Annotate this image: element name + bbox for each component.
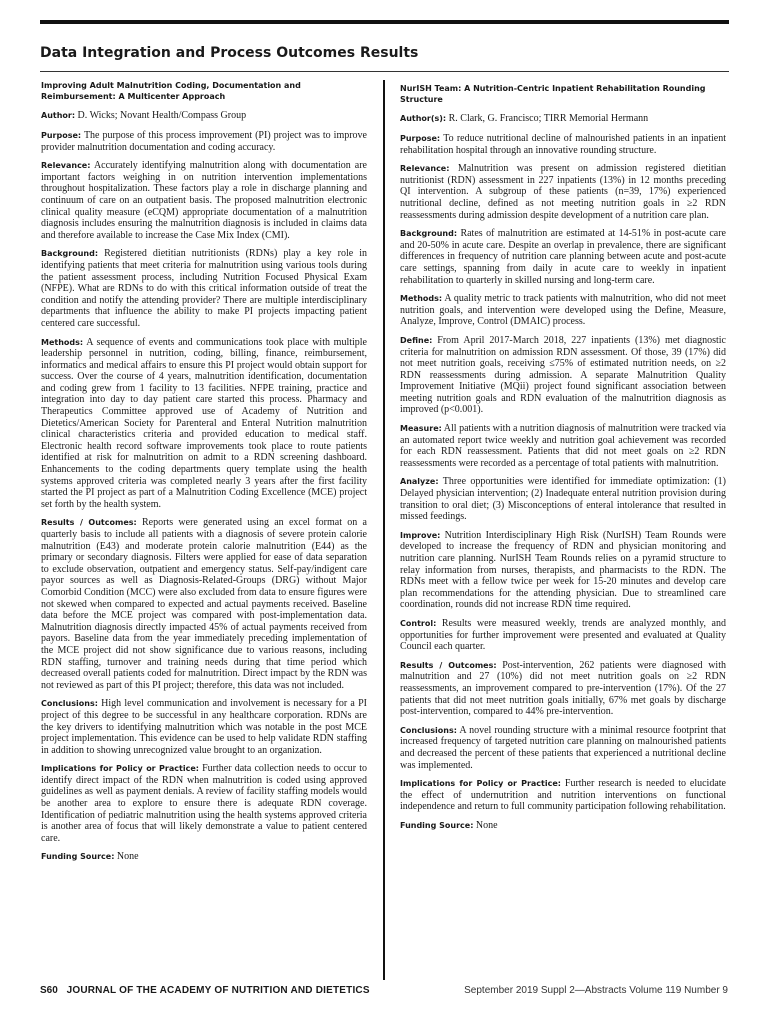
section-label: Results / Outcomes: xyxy=(400,660,497,670)
journal-name: JOURNAL OF THE ACADEMY OF NUTRITION AND DIETETICS xyxy=(66,985,370,996)
section-label: Relevance: xyxy=(400,164,450,174)
section-label: Background: xyxy=(400,229,458,239)
column-divider xyxy=(383,80,385,980)
section-methods xyxy=(41,337,367,511)
section-methods xyxy=(400,293,726,328)
section-funding xyxy=(400,820,726,832)
section-text: From April 2017-March 2018, 227 inpatients (13%) met diagnostic criteria for malnutrition on admission RDN assessment. Of those, 39 (17%) did not meet nutrition goals, receiving ≤75% of estimated nutrition needs, on ≥2 RDN reassessments during admission. A separate Malnutrition Quality Improvement Initiative (MQii) project found significant association between meeting nutrition goals and RDN evaluation of the malnutrition diagnosis as improved (p<0.001). xyxy=(400,334,726,416)
section-text: Further research is needed to elucidate the effect of undernutrition and nutrition interventions on functional independence and return to full community participation following rehabilitation. xyxy=(400,778,726,813)
section-label: Results / Outcomes: xyxy=(41,518,137,528)
section-title: Data Integration and Process Outcomes Results xyxy=(40,45,419,61)
footer-issue: September 2019 Suppl 2—Abstracts Volume 119 Number 9 xyxy=(464,985,728,996)
section-label: Methods: xyxy=(400,294,443,304)
abstract-title: NurISH Team: A Nutrition-Centric Inpatient Rehabilitation Rounding Structure xyxy=(400,84,706,104)
section-text: A sequence of events and communications took place with multiple leadership personnel in nutrition, coding, billing, finance, reimbursement, informatics and medical affairs to ensure this PI project would obtain support for success. Over the course of 4 years, malnutrition identification, documentation and coding grew from 1 facility to 13 facilities. NFPE training, practice and integration into day to day patient care started this process. Pharmacy and Therapeutics Committee approved use of Academy of Nutrition and Dietetics/American Society for Parenteral and Enteral Nutrition malnutrition clinical characteristics criteria and provided education to medical staff. Electronic health record software improvements took place to route patients identified at risk for malnutrition on admit to a RDN screening dashboard. Enhancements to the coding departments query template using the health systems approved criteria was completed nearly 3 years after the first facility started the PI project as part of a Malnutrition Coding Excellence (MCE) project set forth by the health system. xyxy=(41,336,367,510)
abstract-authors xyxy=(400,113,726,125)
abstract-title: Improving Adult Malnutrition Coding, Documentation and Reimbursement: A Multicenter Approach xyxy=(41,81,301,101)
section-label: Conclusions: xyxy=(41,699,98,709)
section-results xyxy=(400,660,726,718)
author-names: D. Wicks; Novant Health/Compass Group xyxy=(77,110,247,121)
section-text: Accurately identifying malnutrition along with documentation are important factors weighing in on nutrition intervention implementations throughout hospitalization. These factors play a role in discharge planning and continuum of care on an outpatient basis. The proposed malnutrition electronic clinical quality measure (eCQM) appropriate documentation of a malnutrition diagnosis includes ensuring the malnutrition diagnosis is included in claims data and therefore available to increase the Case Mix Index (CMI). xyxy=(41,160,367,241)
section-control xyxy=(400,618,726,653)
section-relevance xyxy=(400,163,726,221)
section-label: Implications for Policy or Practice: xyxy=(41,764,199,774)
section-text: None xyxy=(475,819,498,831)
footer-journal xyxy=(40,985,370,996)
section-define xyxy=(400,335,726,416)
section-text: Rates of malnutrition are estimated at 14-51% in post-acute care and 20-50% in acute care. Despite an overlap in prevalence, there are significant differences in frequency of nutrition care planning between acute and post-acute care settings, spanning from daily in acute care to weekly in inpatient rehabilitation to quarterly in skilled nursing and long-term care. xyxy=(400,228,726,286)
section-label: Define: xyxy=(400,335,433,345)
top-rule xyxy=(40,20,729,24)
section-text: Registered dietitian nutritionists (RDNs) play a key role in identifying patients that meet criteria for malnutrition using various tools during the patient assessment process, including Nutrition Focused Physical Exam (NFPE). What are RDNs to do with this critical information outside of treat the condition and notify the attending provider? There are multiple interdisciplinary departments that influence the ability to make PI projects impacting patient centered care successful. xyxy=(41,248,367,329)
section-label: Methods: xyxy=(41,337,84,347)
page-number: S60 xyxy=(40,985,58,996)
section-measure xyxy=(400,423,726,469)
section-label: Purpose: xyxy=(400,134,441,143)
abstract-authors xyxy=(41,110,367,122)
section-results xyxy=(41,517,367,691)
section-text: A novel rounding structure with a minimal resource footprint that increased frequency of targeted nutrition care planning on malnourished patients and decreased the percent of these patients that experienced a nutritional decline was implemented. xyxy=(400,724,727,771)
abstract-left xyxy=(41,80,367,870)
section-background xyxy=(41,248,367,329)
section-relevance xyxy=(41,160,367,241)
section-funding xyxy=(41,851,367,863)
section-text: High level communication and involvement is necessary for a PI project of this degree to be successful in any healthcare corporation. RDNs are the key drivers to identifying malnutrition which was notable in the post MCE project implementation. This evidence can be used to help validate RDN staffing in addition to showing unrecognized value brought to an organization. xyxy=(41,698,367,756)
section-improve xyxy=(400,530,726,611)
section-background xyxy=(400,228,726,286)
section-conclusions xyxy=(400,725,726,771)
section-label: Funding Source: xyxy=(400,820,474,830)
section-conclusions xyxy=(41,698,367,756)
abstract-right xyxy=(400,83,726,838)
section-implications xyxy=(400,778,726,813)
section-label: Control: xyxy=(400,618,437,628)
section-text: Further data collection needs to occur to identify direct impact of the RDN when malnutrition is coded using approved guidelines as well as payment denials. A review of facility staffing models would be another area to explore to ensure there is adequate RDN coverage. Identification of pediatric malnutrition using the health systems approved criteria is another area of focus that will likely demonstrate a value to patient centered care. xyxy=(41,763,368,844)
section-text: A quality metric to track patients with malnutrition, who did not meet nutrition goals, and intervention were developed using the Define, Measure, Analyze, Improve, Control (DMAIC) process. xyxy=(400,293,727,328)
section-text: Reports were generated using an excel format on a quarterly basis to include all patients with a diagnosis of severe protein calorie malnutrition (E43) and moderate protein calorie malnutrition (E44) as the primary or secondary diagnosis. Filters were applied for ease of data separation to exclude observation, outpatient and emergency status. Self-pay/indigent care payor sources as well as Diagnosis-Related-Groups (DRG) without Major Comorbid Condition (MCC) were also excluded from data to ensure figures were not skewed when compared to expected and actual payments received. Baseline data before the MCE project was compared with post-implementation data. Malnutrition diagnosis directly impacted 45% of actual payments received from payors. Baseline data from the year immediately preceding implementation of the MCE project did not show significance due to various reasons, including RDN staffing, turnover and training needs during that time period which decreased overall patients coded for malnutrition. Direct impact by the RDN was not reviewed as part of this PI project; therefore, this data was not included. xyxy=(41,517,367,691)
title-rule xyxy=(40,71,729,72)
section-label: Conclusions: xyxy=(400,725,457,735)
section-label: Funding Source: xyxy=(41,852,115,862)
section-text: Malnutrition was present on admission registered dietitian nutritionist (RDN) assessment in 227 inpatients (13%) in 12 months preceding QI intervention. A subgroup of these patients (n=39, 17%) experienced nutritional decline, defined as not meeting nutrition goals in ≥2 RDN reassessments during admission despite development of a nutrition care plan. xyxy=(400,163,726,221)
author-names: R. Clark, G. Francisco; TIRR Memorial Hermann xyxy=(448,113,649,124)
section-text: Post-intervention, 262 patients were diagnosed with malnutrition and 27 (10%) did not meet nutrition goals on ≥2 RDN reassessments, an improvement compared to pre-intervention (17%). Of the 27 patients that did not meet nutrition goals initially, 67% met goals by discharge post-intervention, compared to 44% pre-intervention. xyxy=(400,659,726,718)
section-text: None xyxy=(116,851,139,863)
section-text: The purpose of this process improvement (PI) project was to improve provider malnutrition documentation and coding accuracy. xyxy=(41,130,367,153)
section-label: Implications for Policy or Practice: xyxy=(400,779,561,789)
section-label: Measure: xyxy=(400,424,442,434)
section-label: Analyze: xyxy=(400,477,439,487)
section-label: Purpose: xyxy=(41,131,82,140)
section-label: Background: xyxy=(41,249,99,259)
section-analyze xyxy=(400,476,726,522)
section-text: Nutrition Interdisciplinary High Risk (NurISH) Team Rounds were developed to increase the frequency of RDN and physician monitoring and nutrition care planning. NurISH Team Rounds relies on a pyramid structure to relay information from nurses, therapists, and pharmacists to the RDN. The RDNs meet with a fellow twice per week for 15-20 minutes and develop care plan recommendations for the attending physician. Due to streamlined care coordination, rounds did not increase RDN time required. xyxy=(400,529,726,611)
section-text: Results were measured weekly, trends are analyzed monthly, and opportunities for further improvement were presented and evaluated at Quality Council each quarter. xyxy=(400,617,726,653)
section-implications xyxy=(41,763,367,844)
section-text: All patients with a nutrition diagnosis of malnutrition were tracked via an automated report twice weekly and nutrition goal achievement was recorded for each RDN reassessment. Patients that did not meet goals on ≥2 RDN reassessments were recorded as a percentage of total patients with malnutrition. xyxy=(400,423,726,469)
section-text: Three opportunities were identified for immediate optimization: (1) Delayed physician intervention; (2) Inadequate enteral nutrition provision during transition to oral diet; (3) Misconceptions of enteral intolerance that resulted in missed feedings. xyxy=(400,476,726,523)
section-purpose xyxy=(400,133,726,156)
section-text: To reduce nutritional decline of malnourished patients in an inpatient rehabilitation hospital through an innovative rounding structure. xyxy=(400,133,726,156)
section-label: Improve: xyxy=(400,530,441,540)
section-label: Relevance: xyxy=(41,161,91,171)
section-purpose xyxy=(41,130,367,153)
author-label: Author: xyxy=(41,111,76,120)
author-label: Author(s): xyxy=(400,114,447,123)
